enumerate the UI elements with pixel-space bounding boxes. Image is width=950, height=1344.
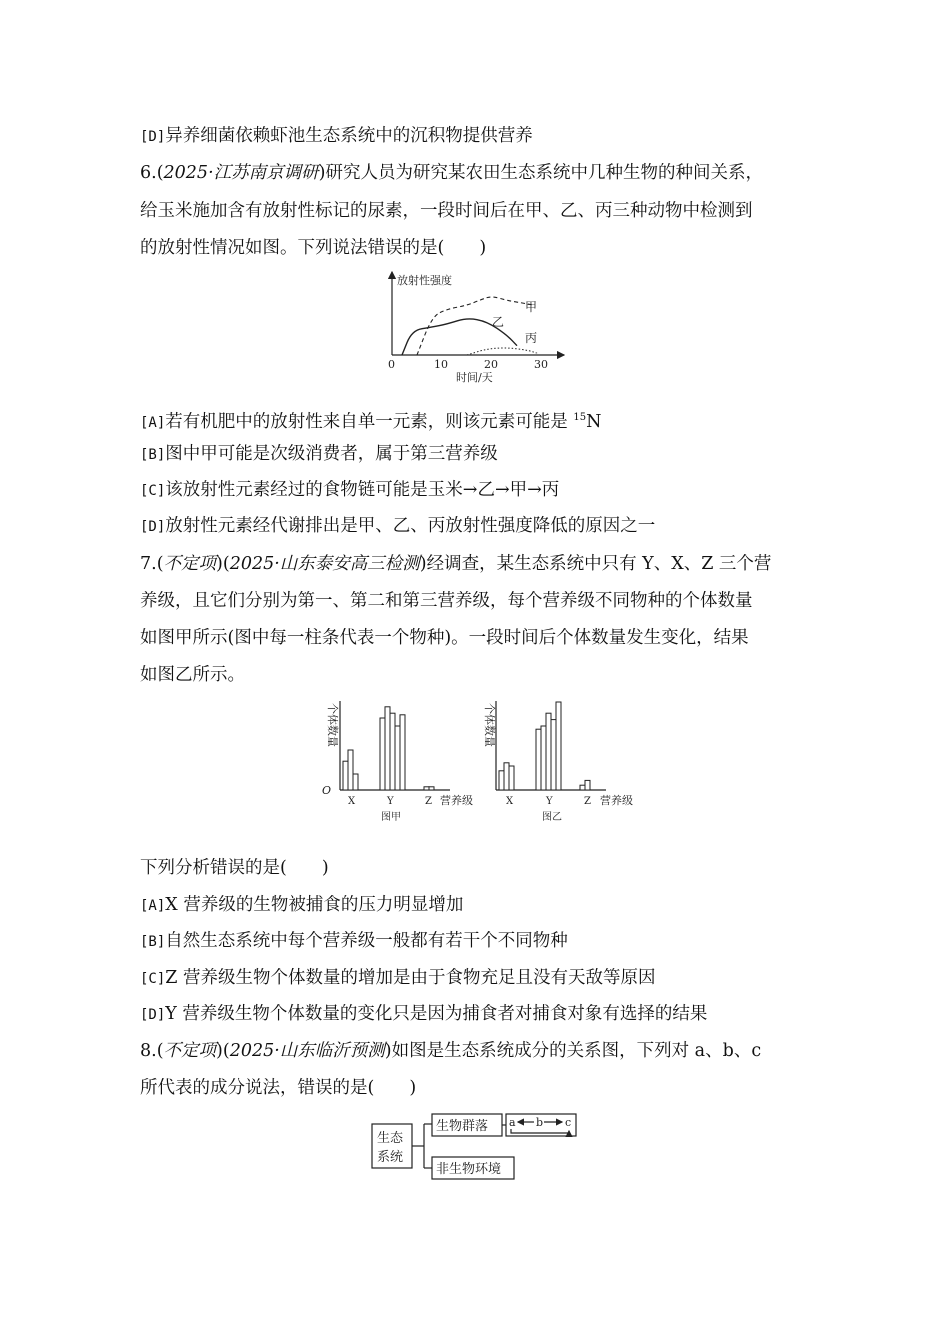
x-axis-label: 营养级 (440, 794, 473, 807)
category-x: X (348, 796, 356, 807)
bar-y-5 (556, 702, 561, 790)
bar-y-1 (536, 729, 541, 790)
q7-line-2: 养级，且它们分别为第一、第二和第三营养级，每个营养级不同物种的个体数量 (140, 591, 753, 611)
q7-question: 下列分析错误的是( ) (140, 858, 329, 878)
bar-y-2 (541, 726, 546, 790)
bar-y-3 (546, 713, 551, 790)
x-axis-label: 营养级 (600, 794, 633, 807)
q7-line-1 (140, 552, 771, 576)
q6-option-d (140, 514, 655, 539)
bar-y-1 (380, 718, 385, 790)
q8-bracket: )( (216, 1041, 230, 1061)
q7-type: 不定项 (163, 554, 217, 574)
abiotic-label: 非生物环境 (436, 1162, 502, 1177)
y-axis-label: 放射性强度 (397, 274, 452, 287)
option-tag: [B] (140, 934, 166, 950)
q6-line-1 (140, 161, 763, 185)
y-axis-label: 个体数量 (483, 703, 496, 747)
option-tag: [D] (140, 129, 166, 145)
bar-x-2 (504, 763, 509, 790)
option-text: 自然生态系统中每个营养级一般都有若干个不同物种 (165, 931, 568, 951)
series-label-jia: 甲 (525, 300, 538, 314)
element-symbol: N (586, 411, 602, 432)
bar-y-2 (385, 707, 390, 790)
bar-y-3 (390, 713, 395, 790)
bar-x-1 (343, 761, 348, 790)
x-tick-10: 10 (434, 358, 448, 371)
bar-z-1 (580, 785, 585, 790)
x-tick-0: 0 (388, 358, 395, 371)
q6-number: 6.( (140, 163, 164, 183)
bar-y-5 (400, 715, 405, 790)
category-y: Y (387, 796, 394, 807)
series-label-yi: 乙 (492, 315, 505, 329)
option-tag: [C] (140, 971, 166, 987)
q8-ecosystem-diagram (368, 1110, 588, 1186)
bar-x-3 (509, 766, 514, 790)
q8-stem-1: )如图是生态系统成分的关系图，下列对 a、b、c (384, 1041, 762, 1061)
series-bing-line (467, 348, 537, 355)
q8-number: 8.( (140, 1041, 164, 1061)
q6-option-a (140, 406, 601, 435)
q7-stem-1: )经调查，某生态系统中只有 Y、X、Z 三个营 (419, 554, 772, 574)
option-text: 放射性元素经代谢排出是甲、乙、丙放射性强度降低的原因之一 (165, 516, 656, 536)
y-axis-label: 个体数量 (326, 703, 339, 747)
q6-option-b (140, 442, 498, 467)
q7-option-d (140, 1002, 707, 1027)
q7-option-a (140, 893, 463, 918)
category-y: Y (546, 796, 553, 807)
label-a: a (509, 1116, 516, 1129)
bar-z-1 (424, 787, 429, 790)
q7-option-c (140, 966, 656, 991)
q8-type: 不定项 (163, 1041, 217, 1061)
option-tag: [B] (140, 447, 166, 463)
q6-line-3: 的放射性情况如图。下列说法错误的是( ) (140, 238, 487, 258)
q7-source: 2025·山东泰安高三检测 (229, 554, 420, 574)
q8-source: 2025·山东临沂预测 (229, 1041, 385, 1061)
option-text: 图中甲可能是次级消费者，属于第三营养级 (165, 444, 498, 464)
option-text: 若有机肥中的放射性来自单一元素，则该元素可能是 (165, 411, 574, 432)
option-text: 异养细菌依赖虾池生态系统中的沉积物提供营养 (165, 126, 533, 146)
option-tag: [A] (140, 414, 166, 431)
bars-group (343, 707, 434, 790)
bar-z-2 (429, 787, 434, 790)
q6-line-2: 给玉米施加含有放射性标记的尿素，一段时间后在甲、乙、丙三种动物中检测到 (140, 201, 753, 221)
bar-z-2 (585, 780, 590, 790)
option-tag: [D] (140, 1007, 166, 1023)
x-axis-label: 时间/天 (456, 371, 493, 384)
origin-label: O (322, 784, 332, 797)
x-tick-30: 30 (534, 358, 548, 371)
option-tag: [A] (140, 898, 166, 914)
bar-y-4 (395, 726, 400, 790)
x-tick-20: 20 (484, 358, 498, 371)
q7-line-4: 如图乙所示。 (140, 665, 245, 685)
q7-bar-charts (312, 697, 652, 827)
q6-stem-1: )研究人员为研究某农田生态系统中几种生物的种间关系， (318, 163, 763, 183)
bar-x-2 (348, 750, 353, 790)
label-c: c (565, 1116, 572, 1129)
chart-caption: 图乙 (542, 812, 562, 823)
bar-x-3 (353, 774, 358, 790)
series-label-bing: 丙 (525, 331, 538, 345)
ecosystem-label-1: 生态 (377, 1131, 404, 1146)
community-label: 生物群落 (436, 1119, 489, 1134)
q6-source: 2025·江苏南京调研 (163, 163, 319, 183)
category-z: Z (584, 796, 591, 807)
bar-y-4 (551, 720, 556, 790)
q6-option-c (140, 478, 559, 503)
category-z: Z (425, 796, 432, 807)
label-b: b (536, 1116, 544, 1129)
q6-radioactivity-chart (380, 266, 590, 388)
option-text: X 营养级的生物被捕食的压力明显增加 (165, 895, 464, 915)
isotope-superscript: 15 (573, 412, 587, 423)
bar-x-1 (499, 771, 504, 790)
chart-yi (483, 701, 633, 823)
q7-line-3: 如图甲所示(图中每一柱条代表一个物种)。一段时间后个体数量发生变化，结果 (140, 628, 749, 648)
q7-bracket: )( (216, 554, 230, 574)
ecosystem-label-2: 系统 (377, 1150, 404, 1165)
q7-option-b (140, 929, 568, 954)
category-x: X (506, 796, 514, 807)
option-tag: [C] (140, 483, 166, 499)
q8-line-2: 所代表的成分说法，错误的是( ) (140, 1078, 417, 1098)
prev-option-d (140, 124, 533, 149)
chart-caption: 图甲 (381, 812, 401, 823)
bars-group (499, 702, 590, 790)
q7-number: 7.( (140, 554, 164, 574)
option-text: 该放射性元素经过的食物链可能是玉米→乙→甲→丙 (165, 480, 560, 500)
option-tag: [D] (140, 519, 166, 535)
q8-line-1 (140, 1039, 761, 1063)
option-text: Y 营养级生物个体数量的变化只是因为捕食者对捕食对象有选择的结果 (165, 1004, 708, 1024)
option-text: Z 营养级生物个体数量的增加是由于食物充足且没有天敌等原因 (165, 968, 656, 988)
chart-jia (322, 701, 473, 823)
